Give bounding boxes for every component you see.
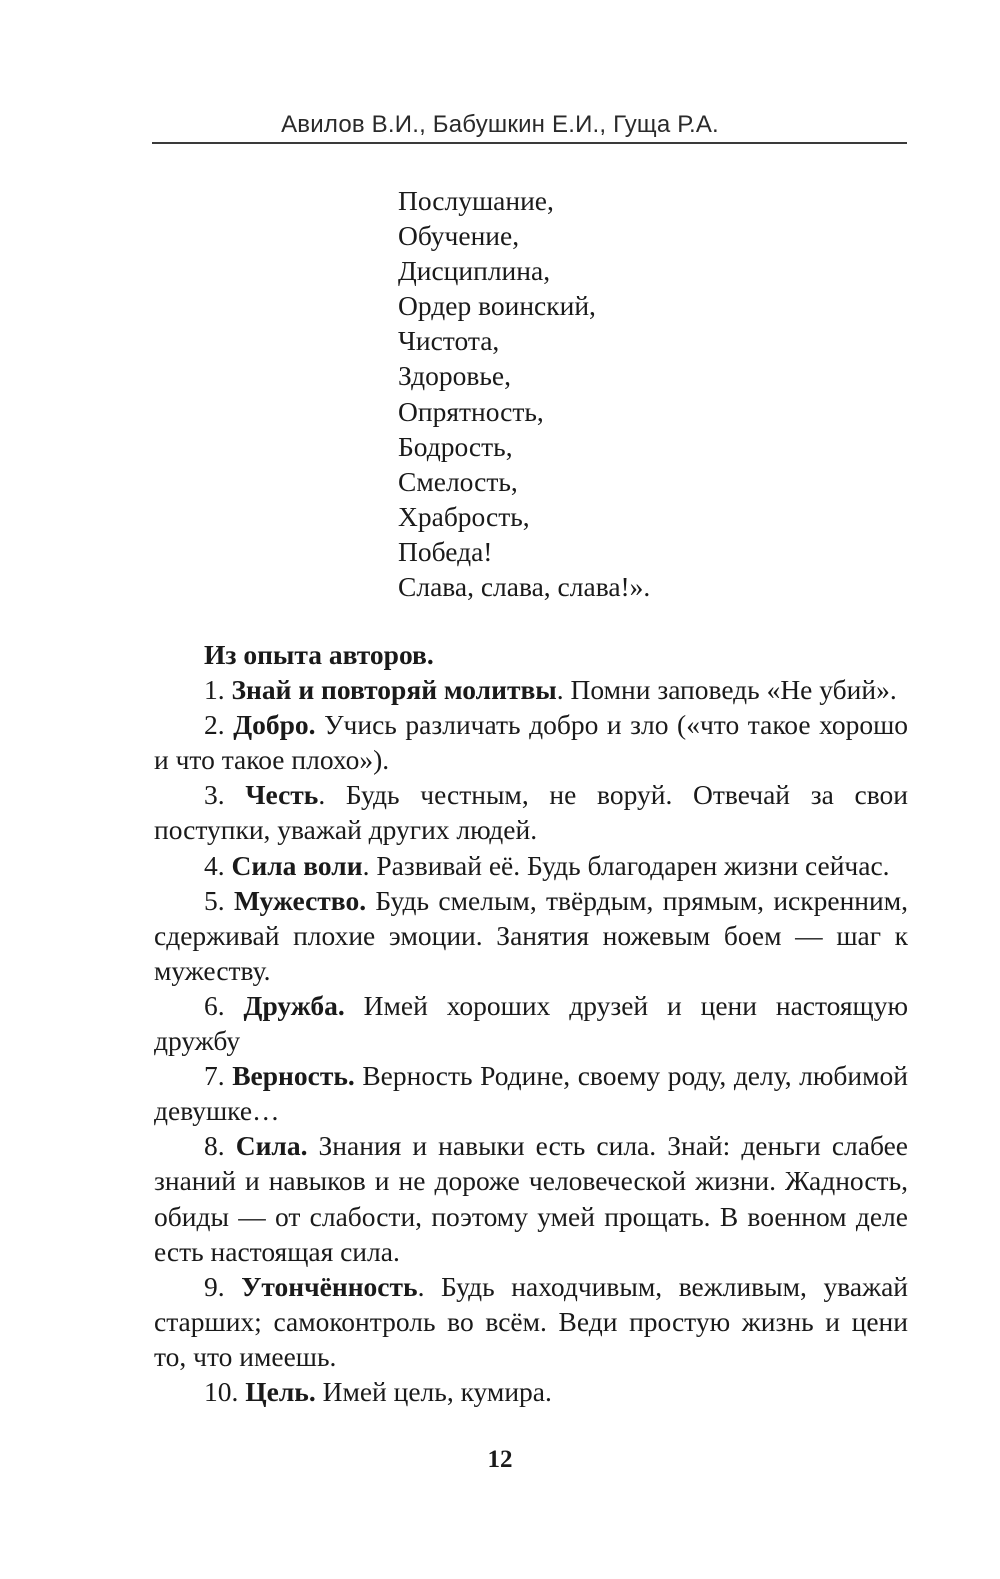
running-header: Авилов В.И., Бабушкин Е.И., Гуща Р.А. <box>281 111 719 138</box>
item-term: Знай и повторяй молитвы <box>231 674 557 706</box>
item-separator: . <box>417 1270 425 1302</box>
poem-line: Победа! <box>398 535 493 567</box>
section-title: Из опыта авторов. <box>204 639 434 670</box>
list-item <box>154 988 908 1058</box>
list-item <box>154 848 908 883</box>
item-number: 10. <box>204 1375 239 1407</box>
list-item <box>154 707 908 777</box>
item-separator: . <box>362 849 370 881</box>
item-number: 4. <box>204 849 225 881</box>
page-number: 12 <box>487 1446 513 1473</box>
header-rule <box>152 142 907 144</box>
item-term: Сила воли <box>231 849 363 881</box>
item-number: 2. <box>204 709 225 741</box>
list-item <box>154 672 908 707</box>
poem-line: Обучение, <box>398 220 520 252</box>
item-separator: . <box>556 674 564 706</box>
poem-line: Храбрость, <box>398 500 530 532</box>
item-number: 9. <box>204 1270 225 1302</box>
item-separator: . <box>318 779 326 811</box>
poem-line: Ордер воинский, <box>398 290 596 322</box>
item-term: Утончённость <box>241 1270 418 1302</box>
poem-line: Дисциплина, <box>398 255 551 287</box>
item-text: Будь смелым, твёрдым, прямым, искренним, сдерживай плохие эмоции. Занятия ножевым боем — шаг к мужеству. <box>154 884 908 986</box>
item-term: Сила. <box>235 1130 308 1162</box>
poem-line: Слава, слава, слава!». <box>398 571 651 603</box>
item-term: Добро. <box>233 709 316 741</box>
poem-line: Послушание, <box>398 185 554 216</box>
list-item <box>154 883 908 988</box>
item-term: Мужество. <box>233 884 367 916</box>
poem-line: Чистота, <box>398 325 500 357</box>
item-text: Знания и навыки есть сила. Знай: деньги слабее знаний и навыков и не дороже человеческой жизни. Жадность, обиды — от слабости, поэтому умей прощать. В военном деле есть настоящая сила. <box>154 1130 909 1267</box>
item-text: Учись различать добро и зло («что такое хорошо и что такое плохо»). <box>154 709 909 776</box>
item-term: Дружба. <box>243 989 345 1021</box>
item-number: 5. <box>204 884 225 916</box>
list-item <box>154 1374 908 1409</box>
poem-line: Бодрость, <box>398 430 513 462</box>
poem-line: Опрятность, <box>398 395 544 427</box>
authors-experience-section <box>154 637 908 1409</box>
item-text: Верность Родине, своему роду, делу, любимой девушке… <box>154 1060 909 1127</box>
list-item <box>154 1269 908 1374</box>
item-text: Помни заповедь «Не убий». <box>563 674 897 706</box>
item-term: Честь <box>245 779 319 811</box>
poem-line: Здоровье, <box>398 360 511 392</box>
list-item <box>154 1128 908 1268</box>
item-text: Имей цель, кумира. <box>315 1375 552 1407</box>
item-number: 8. <box>204 1130 225 1162</box>
item-term: Верность. <box>232 1060 355 1092</box>
item-number: 6. <box>204 989 225 1021</box>
list-item <box>154 777 908 847</box>
item-number: 1. <box>204 674 225 706</box>
poem-line: Смелость, <box>398 465 518 497</box>
item-number: 3. <box>204 779 225 811</box>
poem-block <box>398 183 650 604</box>
item-text: Будь честным, не воруй. Отвечай за свои поступки, уважай других людей. <box>154 779 908 846</box>
item-term: Цель. <box>245 1375 316 1407</box>
item-text: Развивай её. Будь благодарен жизни сейчас. <box>369 849 890 881</box>
list-item <box>154 1058 908 1128</box>
item-number: 7. <box>204 1060 225 1092</box>
item-text: Будь находчивым, вежливым, уважай старших; самоконтроль во всём. Веди простую жизнь и цени то, что имеешь. <box>154 1270 909 1372</box>
item-text: Имей хороших друзей и цени настоящую дружбу <box>154 989 909 1057</box>
